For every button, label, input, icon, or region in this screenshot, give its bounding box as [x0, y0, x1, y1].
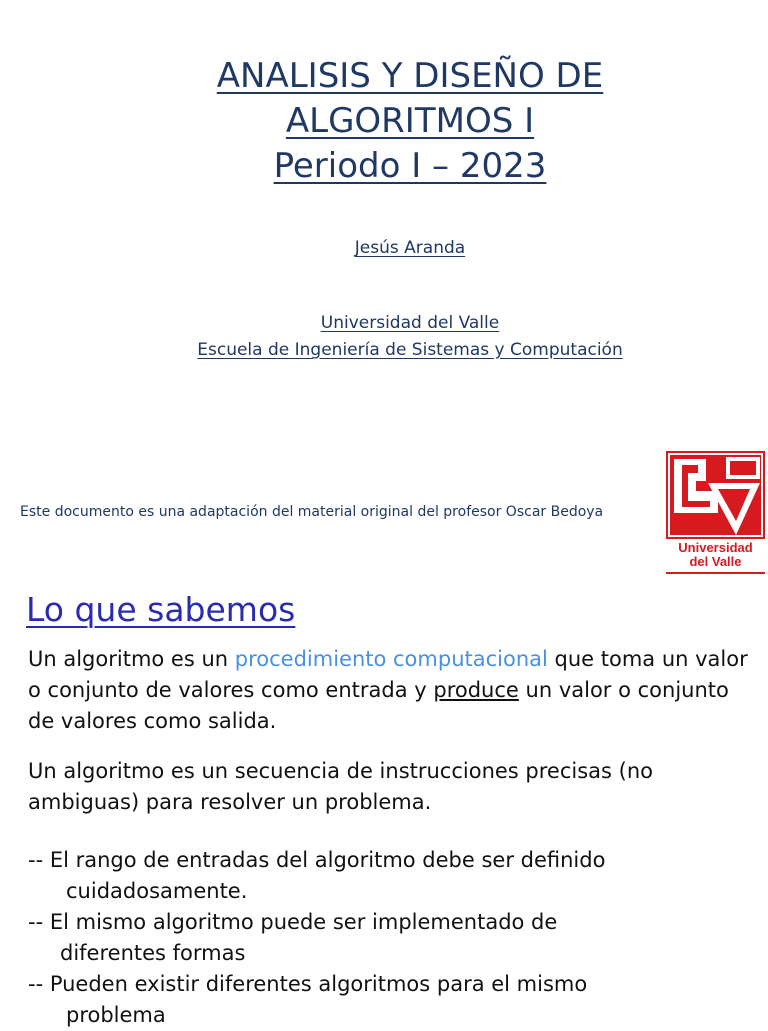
section-heading	[26, 590, 295, 629]
paragraph-1	[28, 644, 758, 737]
p1-text-a: Un algoritmo es un	[28, 647, 235, 671]
title-line-2: ALGORITMOS I	[285, 101, 535, 141]
bullet-1-line-2: cuidadosamente.	[66, 879, 248, 903]
section-heading-text: Lo que sabemos	[26, 590, 296, 629]
p1-text-b: que toma un valor o conjunto de valores como entrada y	[28, 647, 748, 702]
bullet-1-line-1: -- El rango de entradas del algoritmo debe ser definido	[28, 848, 606, 872]
bullet-2-line-2: diferentes formas	[60, 941, 246, 965]
author-name: Jesús Aranda	[354, 238, 466, 258]
author	[140, 238, 680, 258]
bullet-3	[28, 969, 758, 1031]
section-body	[28, 644, 758, 1031]
institution	[60, 310, 760, 364]
bullet-3-line-2: problema	[66, 1003, 166, 1027]
logo-emblem-icon	[666, 451, 765, 539]
adaptation-note: Este documento es una adaptación del material original del profesor Oscar Bedoya	[20, 504, 604, 520]
p1-text-c: un valor o conjunto de valores como salida.	[28, 678, 729, 733]
paragraph-2: Un algoritmo es un secuencia de instrucciones precisas (no ambiguas) para resolver un problema.	[28, 759, 654, 814]
content-slide	[0, 580, 768, 1027]
logo-text	[664, 541, 767, 569]
logo-divider	[666, 572, 765, 574]
logo-line-1: Universidad	[678, 540, 753, 555]
page-title	[140, 54, 680, 189]
university-name: Universidad del Valle	[320, 313, 500, 333]
bullet-2-line-1: -- El mismo algoritmo puede ser implementado de	[28, 910, 558, 934]
title-line-1: ANALISIS Y DISEÑO DE	[216, 56, 604, 96]
school-name: Escuela de Ingeniería de Sistemas y Computación	[197, 340, 623, 360]
title-line-3: Periodo I – 2023	[273, 146, 547, 186]
bullet-1	[28, 845, 758, 907]
logo-line-2: del Valle	[689, 554, 742, 569]
p1-highlight: procedimiento computacional	[234, 647, 548, 671]
bullet-3-line-1: -- Pueden existir diferentes algoritmos para el mismo	[28, 972, 588, 996]
p1-underlined: produce	[433, 678, 519, 702]
bullet-2	[28, 907, 758, 969]
university-logo	[664, 451, 767, 575]
